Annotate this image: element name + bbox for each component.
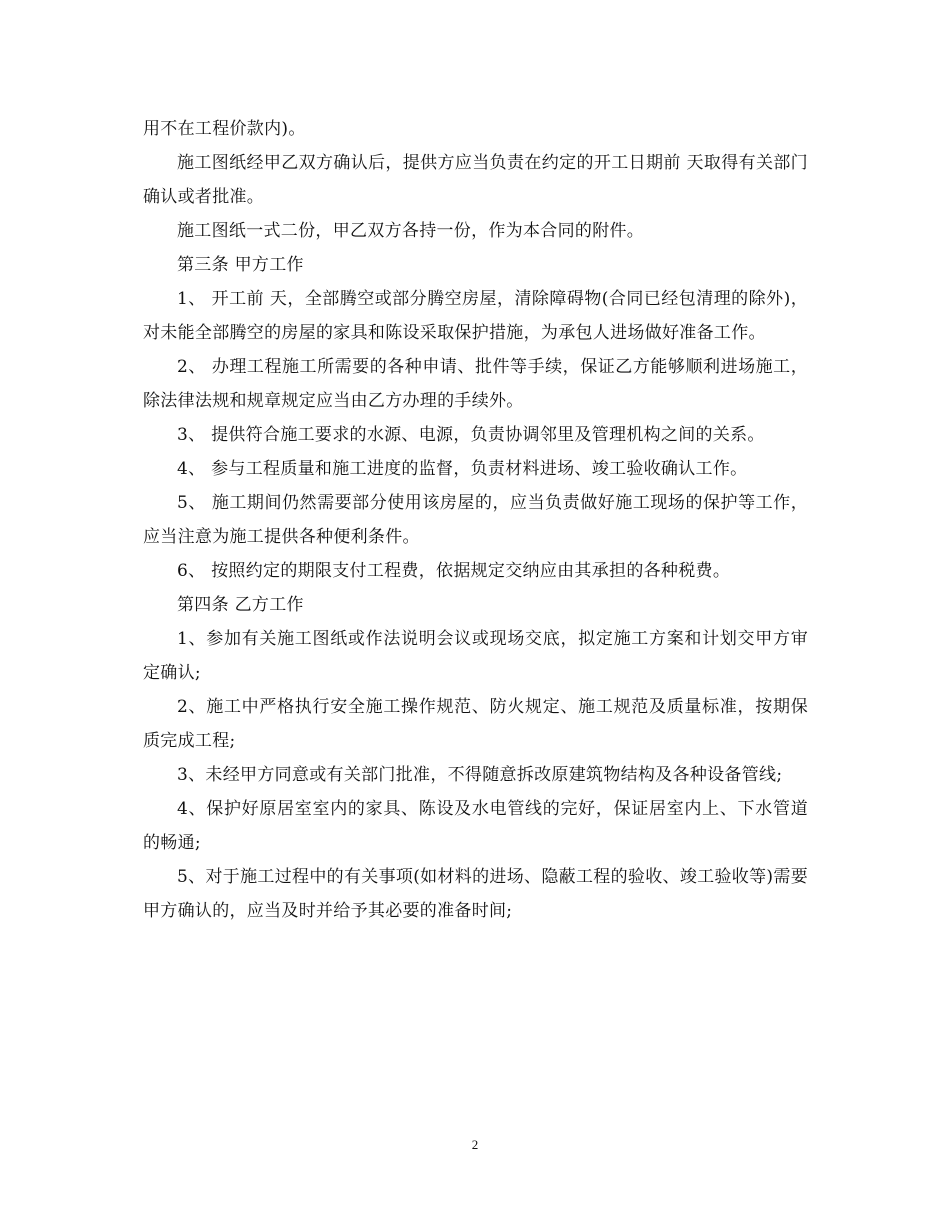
section-heading-party-b: 第四条 乙方工作: [177, 595, 304, 615]
party-a-item-4: 4、 参与工程质量和施工进度的监督，负责材料进场、竣工验收确认工作。: [177, 459, 748, 479]
party-a-item-6: 6、 按照约定的期限支付工程费，依据规定交纳应由其承担的各种税费。: [177, 561, 731, 581]
party-b-item-2: 2、施工中严格执行安全施工操作规范、防火规定、施工规范及质量标准，按期保质完成工程;: [143, 697, 808, 751]
paragraph-drawing-confirmation: 施工图纸经甲乙双方确认后，提供方应当负责在约定的开工日期前 天取得有关部门确认或者批准。: [143, 153, 808, 207]
party-b-item-5: 5、对于施工过程中的有关事项(如材料的进场、隐蔽工程的验收、竣工验收等)需要甲方确认的，应当及时并给予其必要的准备时间;: [143, 867, 808, 921]
party-b-item-1: 1、参加有关施工图纸或作法说明会议或现场交底，拟定施工方案和计划交甲方审定确认;: [143, 629, 808, 683]
party-b-item-4: 4、保护好原居室室内的家具、陈设及水电管线的完好，保证居室内上、下水管道的畅通;: [143, 799, 808, 853]
party-b-item-3: 3、未经甲方同意或有关部门批准，不得随意拆改原建筑物结构及各种设备管线;: [177, 765, 783, 785]
page-number: 2: [471, 1137, 479, 1152]
party-a-item-5: 5、 施工期间仍然需要部分使用该房屋的，应当负责做好施工现场的保护等工作，应当注意为施工提供各种便利条件。: [143, 493, 808, 547]
party-a-item-3: 3、 提供符合施工要求的水源、电源，负责协调邻里及管理机构之间的关系。: [177, 425, 765, 445]
party-a-item-1: 1、 开工前 天，全部腾空或部分腾空房屋，清除障碍物(合同已经包清理的除外)，对未能全部腾空的房屋的家具和陈设采取保护措施，为承包人进场做好准备工作。: [143, 289, 808, 343]
section-heading-party-a: 第三条 甲方工作: [177, 255, 304, 275]
party-a-item-2: 2、 办理工程施工所需要的各种申请、批件等手续，保证乙方能够顺利进场施工，除法律法规和规章规定应当由乙方办理的手续外。: [143, 357, 808, 411]
paragraph-drawing-copies: 施工图纸一式二份，甲乙双方各持一份，作为本合同的附件。: [177, 221, 645, 241]
document-page: [143, 112, 808, 928]
paragraph-continuation: 用不在工程价款内)。: [143, 119, 306, 139]
